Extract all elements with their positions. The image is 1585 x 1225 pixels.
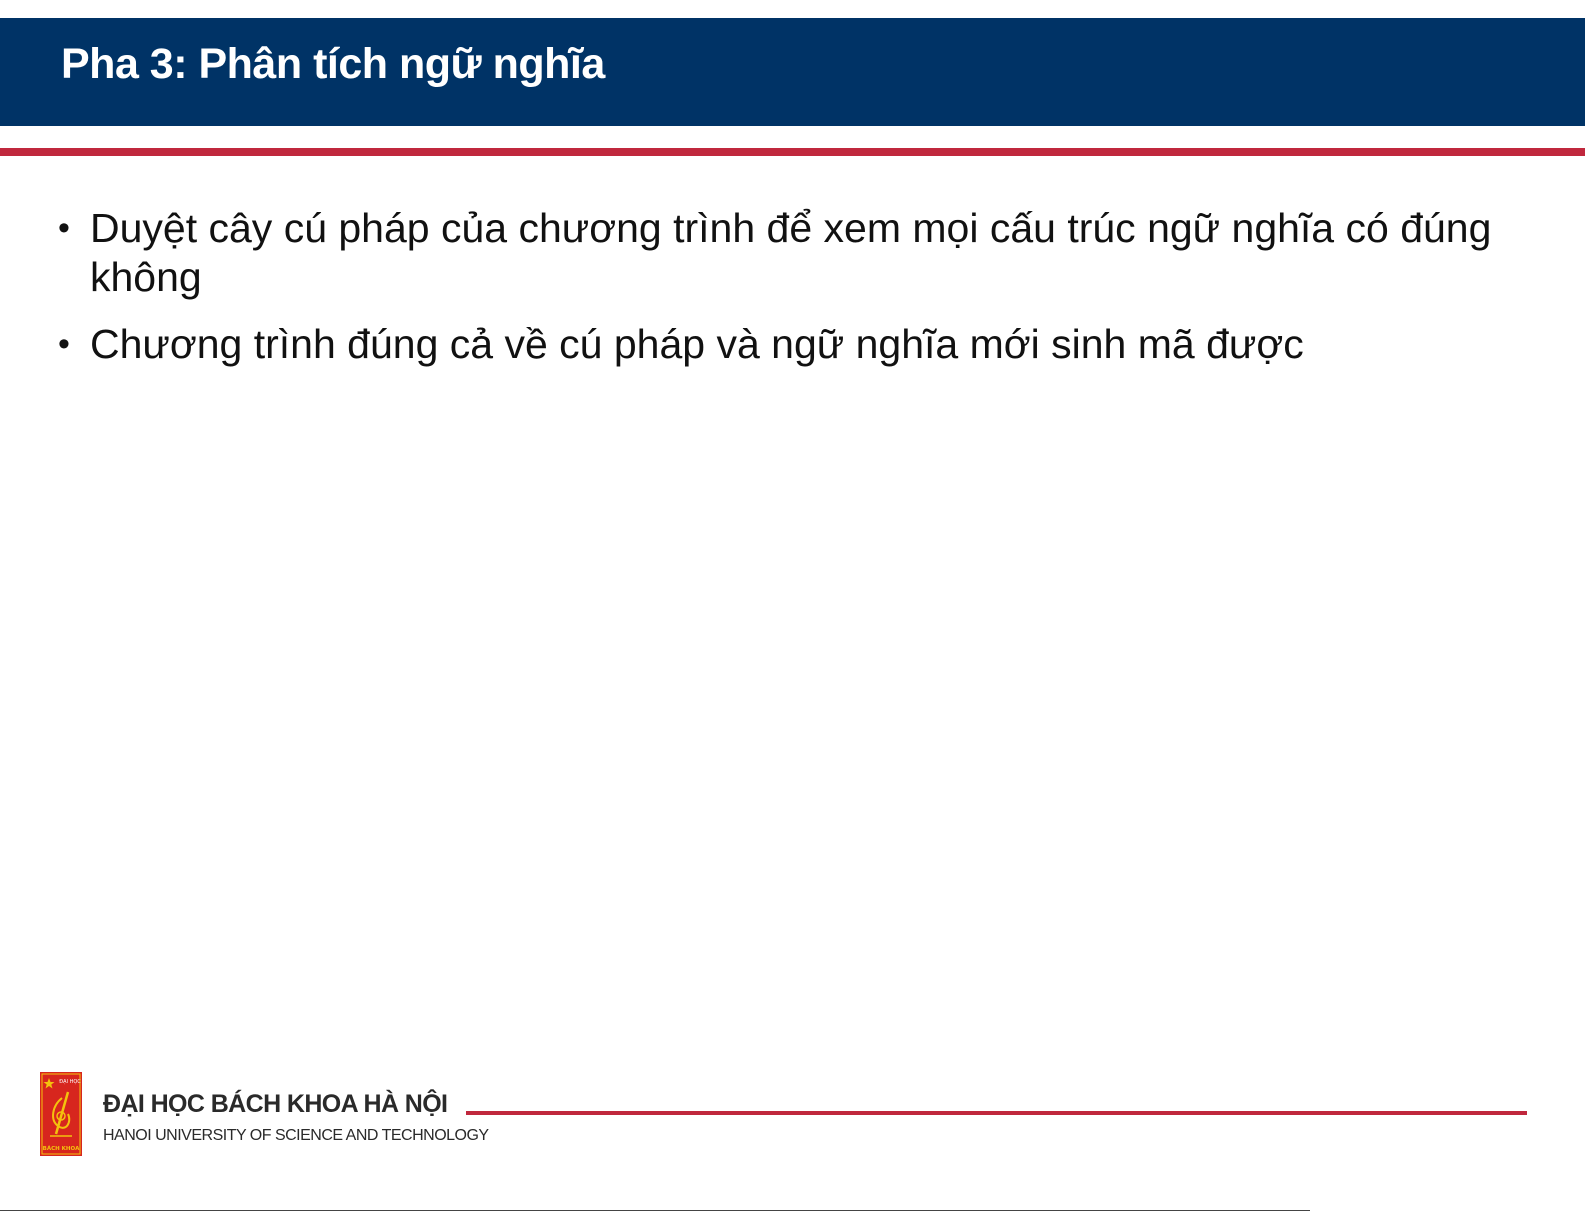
footer-rule (466, 1111, 1527, 1115)
bullet-dot-icon: • (58, 209, 70, 247)
bullet-item (58, 320, 1528, 369)
logo-bottom-text: BÁCH KHOA (42, 1146, 80, 1152)
slide-title: Pha 3: Phân tích ngữ nghĩa (61, 40, 605, 88)
university-name: ĐẠI HỌC BÁCH KHOA HÀ NỘI (103, 1090, 448, 1118)
bullet-dot-icon: • (58, 325, 70, 363)
title-underline-rule (0, 148, 1585, 156)
bach-khoa-logo-icon (40, 1072, 82, 1156)
bullet-text: Chương trình đúng cả về cú pháp và ngữ nghĩa mới sinh mã được (90, 321, 1304, 367)
bullet-list (58, 204, 1528, 387)
bottom-border-line (0, 1210, 1310, 1211)
logo-top-text: ĐẠI HỌC (59, 1079, 81, 1085)
bullet-text: Duyệt cây cú pháp của chương trình để xem mọi cấu trúc ngữ nghĩa có đúng không (90, 205, 1492, 300)
bullet-item (58, 204, 1528, 302)
university-name-english: HANOI UNIVERSITY OF SCIENCE AND TECHNOLOGY (103, 1127, 489, 1144)
